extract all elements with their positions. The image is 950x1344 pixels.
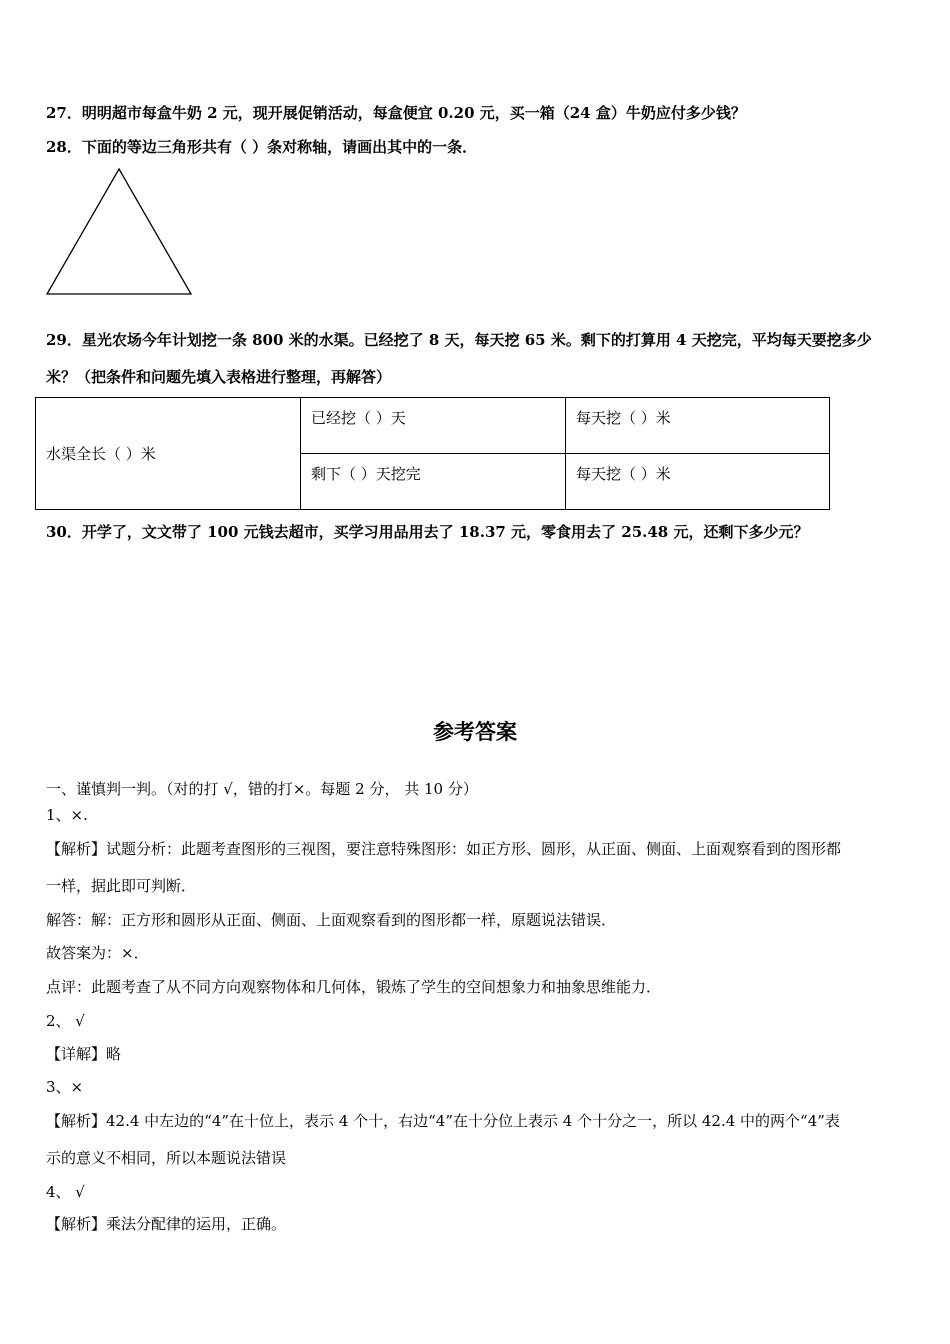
equilateral-triangle-figure bbox=[44, 166, 196, 298]
cell-remain-daily: 每天挖（ ）米 bbox=[566, 454, 830, 510]
answer-1-analysis: 【解析】试题分析：此题考查图形的三视图，要注意特殊图形：如正方形、圆形，从正面、侧面、上面观察看到的图形都 bbox=[46, 840, 842, 858]
answer-2-mark: 2、 √ bbox=[46, 1012, 85, 1030]
question-28: 28．下面的等边三角形共有（ ）条对称轴，请画出其中的一条． bbox=[46, 138, 478, 156]
answer-1-answer: 故答案为：×． bbox=[46, 944, 149, 962]
question-29-line2: 米？（把条件和问题先填入表格进行整理，再解答） bbox=[46, 368, 392, 386]
question-27: 27．明明超市每盒牛奶 2 元，现开展促销活动，每盒便宜 0.20 元，买一箱（24 盒）牛奶应付多少钱？ bbox=[46, 104, 746, 122]
answer-4-analysis: 【解析】乘法分配律的运用，正确。 bbox=[46, 1215, 287, 1233]
answer-4-mark: 4、 √ bbox=[46, 1183, 85, 1201]
question-29-line1: 29．星光农场今年计划挖一条 800 米的水渠。已经挖了 8 天，每天挖 65 米。剩下的打算用 4 天挖完，平均每天要挖多少 bbox=[46, 331, 872, 349]
question-30: 30．开学了，文文带了 100 元钱去超市，买学习用品用去了 18.37 元，零食用去了 25.48 元，还剩下多少元？ bbox=[46, 523, 809, 541]
answer-3-analysis-cont: 示的意义不相同，所以本题说法错误 bbox=[46, 1149, 287, 1167]
cell-dug-daily: 每天挖（ ）米 bbox=[566, 398, 830, 454]
answer-1-comment: 点评：此题考查了从不同方向观察物体和几何体，锻炼了学生的空间想象力和抽象思维能力． bbox=[46, 978, 662, 996]
answers-title: 参考答案 bbox=[433, 720, 517, 744]
answer-1-solution: 解答：解：正方形和圆形从正面、侧面、上面观察看到的图形都一样，原题说法错误． bbox=[46, 911, 617, 929]
answer-2-detail: 【详解】略 bbox=[46, 1045, 122, 1063]
answer-3-analysis: 【解析】42.4 中左边的“4”在十位上，表示 4 个十，右边“4”在十分位上表示 4 个十分之一，所以 42.4 中的两个“4”表 bbox=[46, 1112, 840, 1130]
answer-3-mark: 3、× bbox=[46, 1078, 84, 1096]
answer-1-analysis-cont: 一样，据此即可判断． bbox=[46, 877, 197, 895]
answers-section-1: 一、谨慎判一判。（对的打 √，错的打×。每题 2 分， 共 10 分） bbox=[46, 780, 478, 798]
answer-1-mark: 1、×. bbox=[46, 806, 88, 824]
cell-total-length: 水渠全长（ ）米 bbox=[36, 398, 301, 510]
question-29-table bbox=[35, 397, 830, 510]
cell-dug-days: 已经挖（ ）天 bbox=[301, 398, 566, 454]
cell-remain-days: 剩下（ ）天挖完 bbox=[301, 454, 566, 510]
